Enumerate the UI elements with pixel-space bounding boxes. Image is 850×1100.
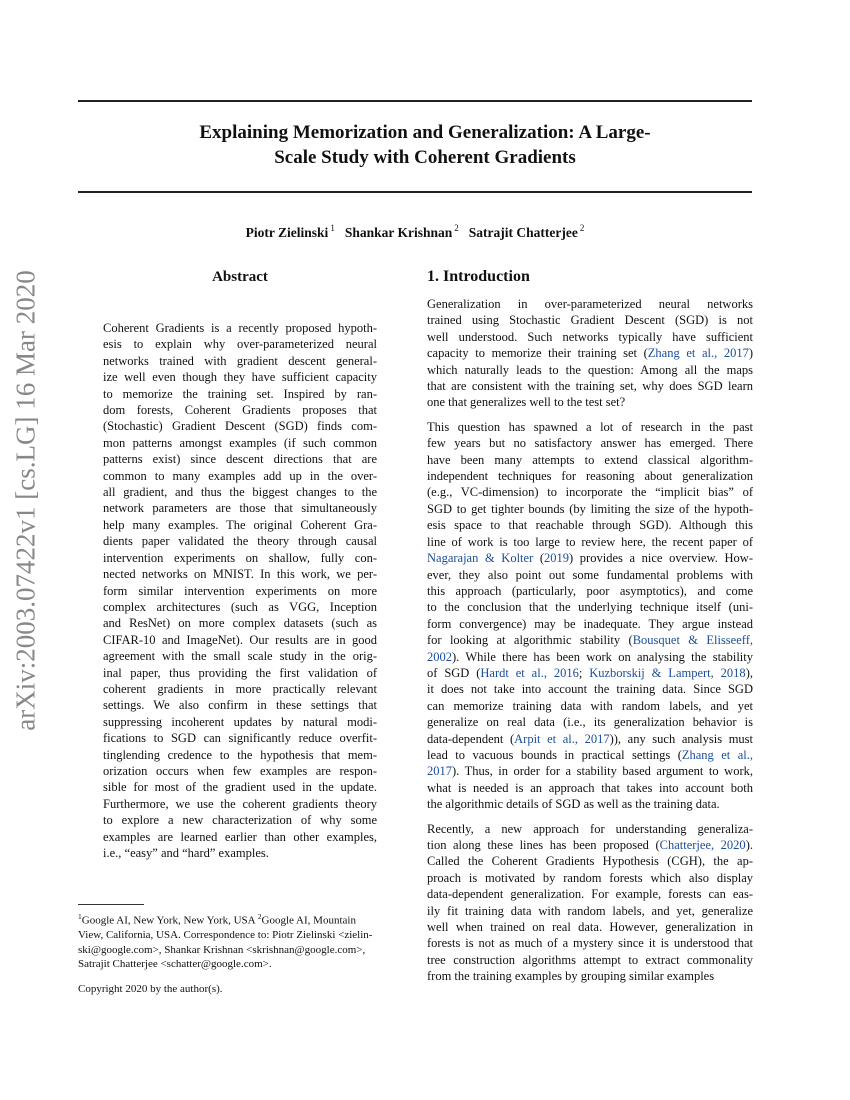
text-run: (e.g., VC-dimension) to incorporate the “implicit bias” of bbox=[427, 485, 753, 500]
abstract-line: common to many examples add up in the over- bbox=[103, 468, 377, 483]
text-run: one that generalizes well to the test set? bbox=[427, 395, 626, 410]
abstract-body bbox=[103, 320, 377, 861]
abstract-line: networks trained with gradient descent general- bbox=[103, 353, 377, 368]
text-line bbox=[427, 837, 753, 853]
text-run: forests is not as much of a mystery since it is understood that bbox=[427, 936, 753, 951]
author bbox=[469, 225, 585, 240]
text-line bbox=[427, 501, 753, 517]
abstract-line: fications to SGD can significantly reduce overfit- bbox=[103, 731, 377, 746]
text-run: ; bbox=[578, 665, 590, 680]
abstract-line: ize well even though they have sufficient capacity bbox=[103, 370, 377, 385]
arxiv-identifier: arXiv:2003.07422v1 [cs.LG] 16 Mar 2020 bbox=[10, 269, 41, 731]
text-run: Google AI, Mountain bbox=[261, 914, 356, 927]
paper-title bbox=[150, 120, 700, 170]
text-line bbox=[427, 362, 753, 378]
abstract-line: to explore a new characterization of why some bbox=[103, 813, 377, 828]
abstract-line: examples are learned earlier than other examples, bbox=[103, 829, 377, 844]
introduction-body bbox=[427, 296, 753, 985]
text-line bbox=[427, 616, 753, 632]
affiliation-footnote bbox=[78, 910, 404, 972]
abstract-line: CIFAR-10 and ImageNet). Our results are in good bbox=[103, 632, 377, 647]
abstract-line: coherent gradients in more practically relevant bbox=[103, 681, 377, 696]
citation-link[interactable]: Zhang et al., bbox=[681, 747, 753, 762]
abstract-line: esis to explain why over-parameterized neural bbox=[103, 337, 377, 352]
text-line bbox=[427, 583, 753, 599]
text-run: View, California, USA. Correspondence to: Piotr Zielinski <zielin- bbox=[78, 929, 373, 942]
text-line bbox=[427, 886, 753, 902]
text-run: ), bbox=[745, 665, 753, 680]
text-line bbox=[427, 484, 753, 500]
abstract-line: agreement with the small scale study in the orig- bbox=[103, 649, 377, 664]
citation-link[interactable]: Hardt et al., 2016 bbox=[480, 665, 579, 680]
text-line bbox=[427, 903, 753, 919]
footnote-line bbox=[78, 957, 404, 972]
text-line bbox=[427, 468, 753, 484]
author bbox=[246, 225, 335, 240]
citation-link[interactable]: Zhang et al., 2017 bbox=[647, 346, 749, 361]
text-run: well understood. Such networks typically have sufficient bbox=[427, 329, 753, 344]
citation-link[interactable]: Bousquet & Elisseeff, bbox=[632, 633, 753, 648]
footnote-line bbox=[78, 943, 404, 958]
abstract-line: patterns exist) since descent directions that are bbox=[103, 452, 377, 467]
author-name: Satrajit Chatterjee bbox=[468, 224, 578, 240]
introduction-paragraph bbox=[427, 419, 753, 813]
copyright-notice: Copyright 2020 by the author(s). bbox=[78, 983, 223, 995]
text-run: capacity to memorize their training set ( bbox=[427, 346, 648, 361]
author-list bbox=[78, 219, 752, 242]
introduction-paragraph bbox=[427, 821, 753, 985]
abstract-line: complex architectures (such as VGG, Inception bbox=[103, 599, 377, 614]
text-run: what is needed is an approach that takes into account both bbox=[427, 780, 753, 795]
text-line bbox=[427, 329, 753, 345]
author-name: Shankar Krishnan bbox=[344, 224, 453, 240]
left-column bbox=[103, 267, 377, 861]
text-run: ). Thus, in order for a stability based argument to work, bbox=[452, 764, 753, 779]
text-line bbox=[427, 394, 753, 410]
text-run: proach is motivated by random forests which also display bbox=[427, 870, 753, 885]
text-line bbox=[427, 599, 753, 615]
text-run: few years but no satisfactory answer has emerged. There bbox=[427, 436, 753, 451]
text-line bbox=[427, 312, 753, 328]
text-line bbox=[427, 821, 753, 837]
text-line bbox=[427, 649, 753, 665]
citation-link[interactable]: Chatterjee, 2020 bbox=[659, 838, 746, 852]
text-line bbox=[427, 452, 753, 468]
text-run: esis space to that reachable through SGD). Although this bbox=[427, 518, 753, 533]
text-run: line of work is too large to review here, the recent paper of bbox=[427, 534, 753, 549]
text-run: Recently, a new approach for understanding generaliza- bbox=[427, 821, 753, 836]
abstract-line: inal paper, thus providing the first validation of bbox=[103, 665, 377, 680]
citation-link[interactable]: Arpit et al., 2017 bbox=[514, 731, 610, 746]
text-run: have been many attempts to extend classical algorithm- bbox=[427, 452, 753, 467]
text-run: SGD to get tighter bounds (by limiting the size of the hypoth- bbox=[427, 501, 753, 516]
text-line bbox=[427, 731, 753, 747]
abstract-line: nected networks on MNIST. In this work, we per- bbox=[103, 567, 377, 582]
citation-link[interactable]: 2017 bbox=[427, 764, 452, 779]
text-line bbox=[427, 870, 753, 886]
abstract-heading: Abstract bbox=[212, 269, 268, 285]
text-run: it does not take into account the training data. Since SGD bbox=[427, 682, 753, 697]
text-run: Called the Coherent Gradients Hypothesis (CGH), the ap- bbox=[427, 854, 753, 869]
text-run: Google AI, New York, New York, USA bbox=[81, 914, 258, 927]
text-line bbox=[427, 534, 753, 550]
abstract-line: i.e., “easy” and “hard” examples. bbox=[103, 846, 269, 860]
text-line bbox=[427, 698, 753, 714]
text-line bbox=[427, 435, 753, 451]
author-affiliation-mark: 2 bbox=[579, 223, 585, 233]
text-run: ski@google.com>, Shankar Krishnan <skrishnan@google.com>, bbox=[78, 943, 366, 956]
text-run: well when trained on real data. However, generalization in bbox=[427, 920, 753, 935]
abstract-line: to memorize the training set. Inspired by ran- bbox=[103, 386, 377, 401]
text-line bbox=[427, 747, 753, 763]
text-line bbox=[427, 419, 753, 435]
abstract-line: intervention experiments on shallow, fully con- bbox=[103, 550, 377, 565]
text-line bbox=[427, 632, 753, 648]
text-run: for looking at algorithmic stability ( bbox=[427, 633, 633, 648]
abstract-line: all gradient, and thus the biggest changes to the bbox=[103, 485, 377, 500]
text-run: )), any such analysis must bbox=[609, 731, 753, 746]
text-line bbox=[427, 952, 753, 968]
text-line bbox=[427, 665, 753, 681]
text-line bbox=[427, 780, 753, 796]
text-line bbox=[427, 714, 753, 730]
text-run: this approach (particularly, poor asymptotics), and come bbox=[427, 583, 753, 598]
text-run: Generalization in over-parameterized neural networks bbox=[427, 297, 753, 311]
text-run: ily fit training data with random labels, and yet, generalize bbox=[427, 903, 753, 918]
text-run: data-dependent generalization. For example, forests can eas- bbox=[427, 887, 753, 902]
text-line bbox=[427, 968, 753, 984]
citation-link[interactable]: 2002 bbox=[427, 649, 452, 664]
text-run: tion along these lines has been proposed ( bbox=[427, 838, 660, 852]
abstract-line: dom forests, Coherent Gradients proposes that bbox=[103, 403, 377, 418]
abstract-line: form similar intervention experiments on more bbox=[103, 583, 377, 598]
text-run: ever, they also point out some fundamental problems with bbox=[427, 567, 753, 582]
abstract-line: mon patterns amongst examples (if such common bbox=[103, 435, 377, 450]
abstract-line: help many examples. The original Coherent Gra- bbox=[103, 517, 377, 532]
text-line bbox=[427, 935, 753, 951]
footnote-mark: 2 bbox=[257, 912, 262, 921]
text-line bbox=[427, 763, 753, 779]
right-column bbox=[427, 267, 753, 993]
abstract-line: dients paper validated the theory through causal bbox=[103, 534, 377, 549]
text-run: ). bbox=[745, 838, 753, 852]
text-line bbox=[427, 796, 753, 812]
text-run: lead to vacuous bounds in practical settings ( bbox=[427, 747, 682, 762]
introduction-heading: 1. Introduction bbox=[427, 268, 530, 285]
text-line bbox=[427, 550, 753, 566]
text-line bbox=[427, 919, 753, 935]
text-run: ) provides a nice overview. How- bbox=[569, 551, 753, 566]
introduction-paragraph bbox=[427, 296, 753, 411]
footnote-line bbox=[78, 928, 404, 943]
footnote-line bbox=[78, 910, 404, 928]
text-run: the algorithmic details of SGD as well as the training data. bbox=[427, 797, 720, 812]
text-run: of SGD ( bbox=[427, 665, 481, 680]
title-line-2: Scale Study with Coherent Gradients bbox=[274, 147, 576, 168]
abstract-line: Furthermore, we use the coherent gradients theory bbox=[103, 796, 377, 811]
footnote-rule bbox=[78, 904, 144, 905]
text-line bbox=[427, 853, 753, 869]
text-run: that are consistent with the training set, why does SGD learn bbox=[427, 379, 753, 394]
author-name: Piotr Zielinski bbox=[245, 224, 329, 240]
text-line bbox=[427, 567, 753, 583]
text-run: from the training examples by grouping similar examples bbox=[427, 969, 715, 984]
text-run: tree construction algorithms attempt to extract commonality bbox=[427, 952, 753, 967]
text-run: independent techniques for reasoning about generalization bbox=[427, 469, 753, 484]
citation-link[interactable]: 2019 bbox=[544, 551, 570, 566]
text-line bbox=[427, 681, 753, 697]
text-line bbox=[427, 378, 753, 394]
text-run: can memorize training data with random labels, and yet bbox=[427, 698, 753, 713]
text-line bbox=[427, 345, 753, 361]
abstract-line: network parameters are those that simultaneously bbox=[103, 501, 377, 516]
text-run: to the conclusion that the underlying technique itself (uni- bbox=[427, 600, 753, 615]
text-run: ). While there has been work on analysing the stability bbox=[452, 649, 753, 664]
text-line bbox=[427, 517, 753, 533]
text-run: data-dependent ( bbox=[427, 731, 515, 746]
author-affiliation-mark: 2 bbox=[454, 223, 459, 233]
abstract-line: sible for most of the gradient used in the update. bbox=[103, 780, 377, 795]
title-rule-top bbox=[78, 100, 752, 102]
text-run: Satrajit Chatterjee <schatter@google.com>. bbox=[78, 958, 272, 971]
abstract-line: Coherent Gradients is a recently proposed hypoth- bbox=[103, 321, 377, 335]
citation-link[interactable]: Kuzborskij & Lampert, 2018 bbox=[589, 665, 746, 680]
text-run: This question has spawned a lot of research in the past bbox=[427, 419, 753, 434]
citation-link[interactable]: Nagarajan & Kolter bbox=[427, 551, 534, 566]
author bbox=[345, 225, 459, 240]
text-run: which naturally leads to the question: Among all the maps bbox=[427, 362, 753, 377]
text-run: trained using Stochastic Gradient Descent (SGD) is not bbox=[427, 313, 753, 328]
text-run: generalize on real data (i.e., its generalization behavior is bbox=[427, 715, 753, 730]
abstract-line: and ResNet) on more complex datasets (such as bbox=[103, 616, 377, 631]
author-affiliation-mark: 1 bbox=[330, 223, 335, 233]
abstract-line: tinglending credence to the hypothesis that mem- bbox=[103, 747, 377, 762]
footnote-mark: 1 bbox=[78, 912, 82, 921]
text-run: ) bbox=[748, 346, 754, 361]
title-rule-bottom bbox=[78, 191, 752, 193]
text-line bbox=[427, 296, 753, 312]
abstract-line: suppressing incoherent updates by natural modi- bbox=[103, 714, 377, 729]
title-line-1: Explaining Memorization and Generalization: A Large- bbox=[199, 122, 651, 143]
arxiv-watermark bbox=[2, 269, 50, 731]
abstract-line: orization occurs when few examples are respon- bbox=[103, 763, 377, 778]
text-run: ( bbox=[533, 551, 545, 566]
abstract-line: settings. We also confirm in these settings that bbox=[103, 698, 377, 713]
abstract-line: (Stochastic) Gradient Descent (SGD) finds com- bbox=[103, 419, 377, 434]
text-run: form convergence) may be inadequate. They argue instead bbox=[427, 616, 753, 631]
